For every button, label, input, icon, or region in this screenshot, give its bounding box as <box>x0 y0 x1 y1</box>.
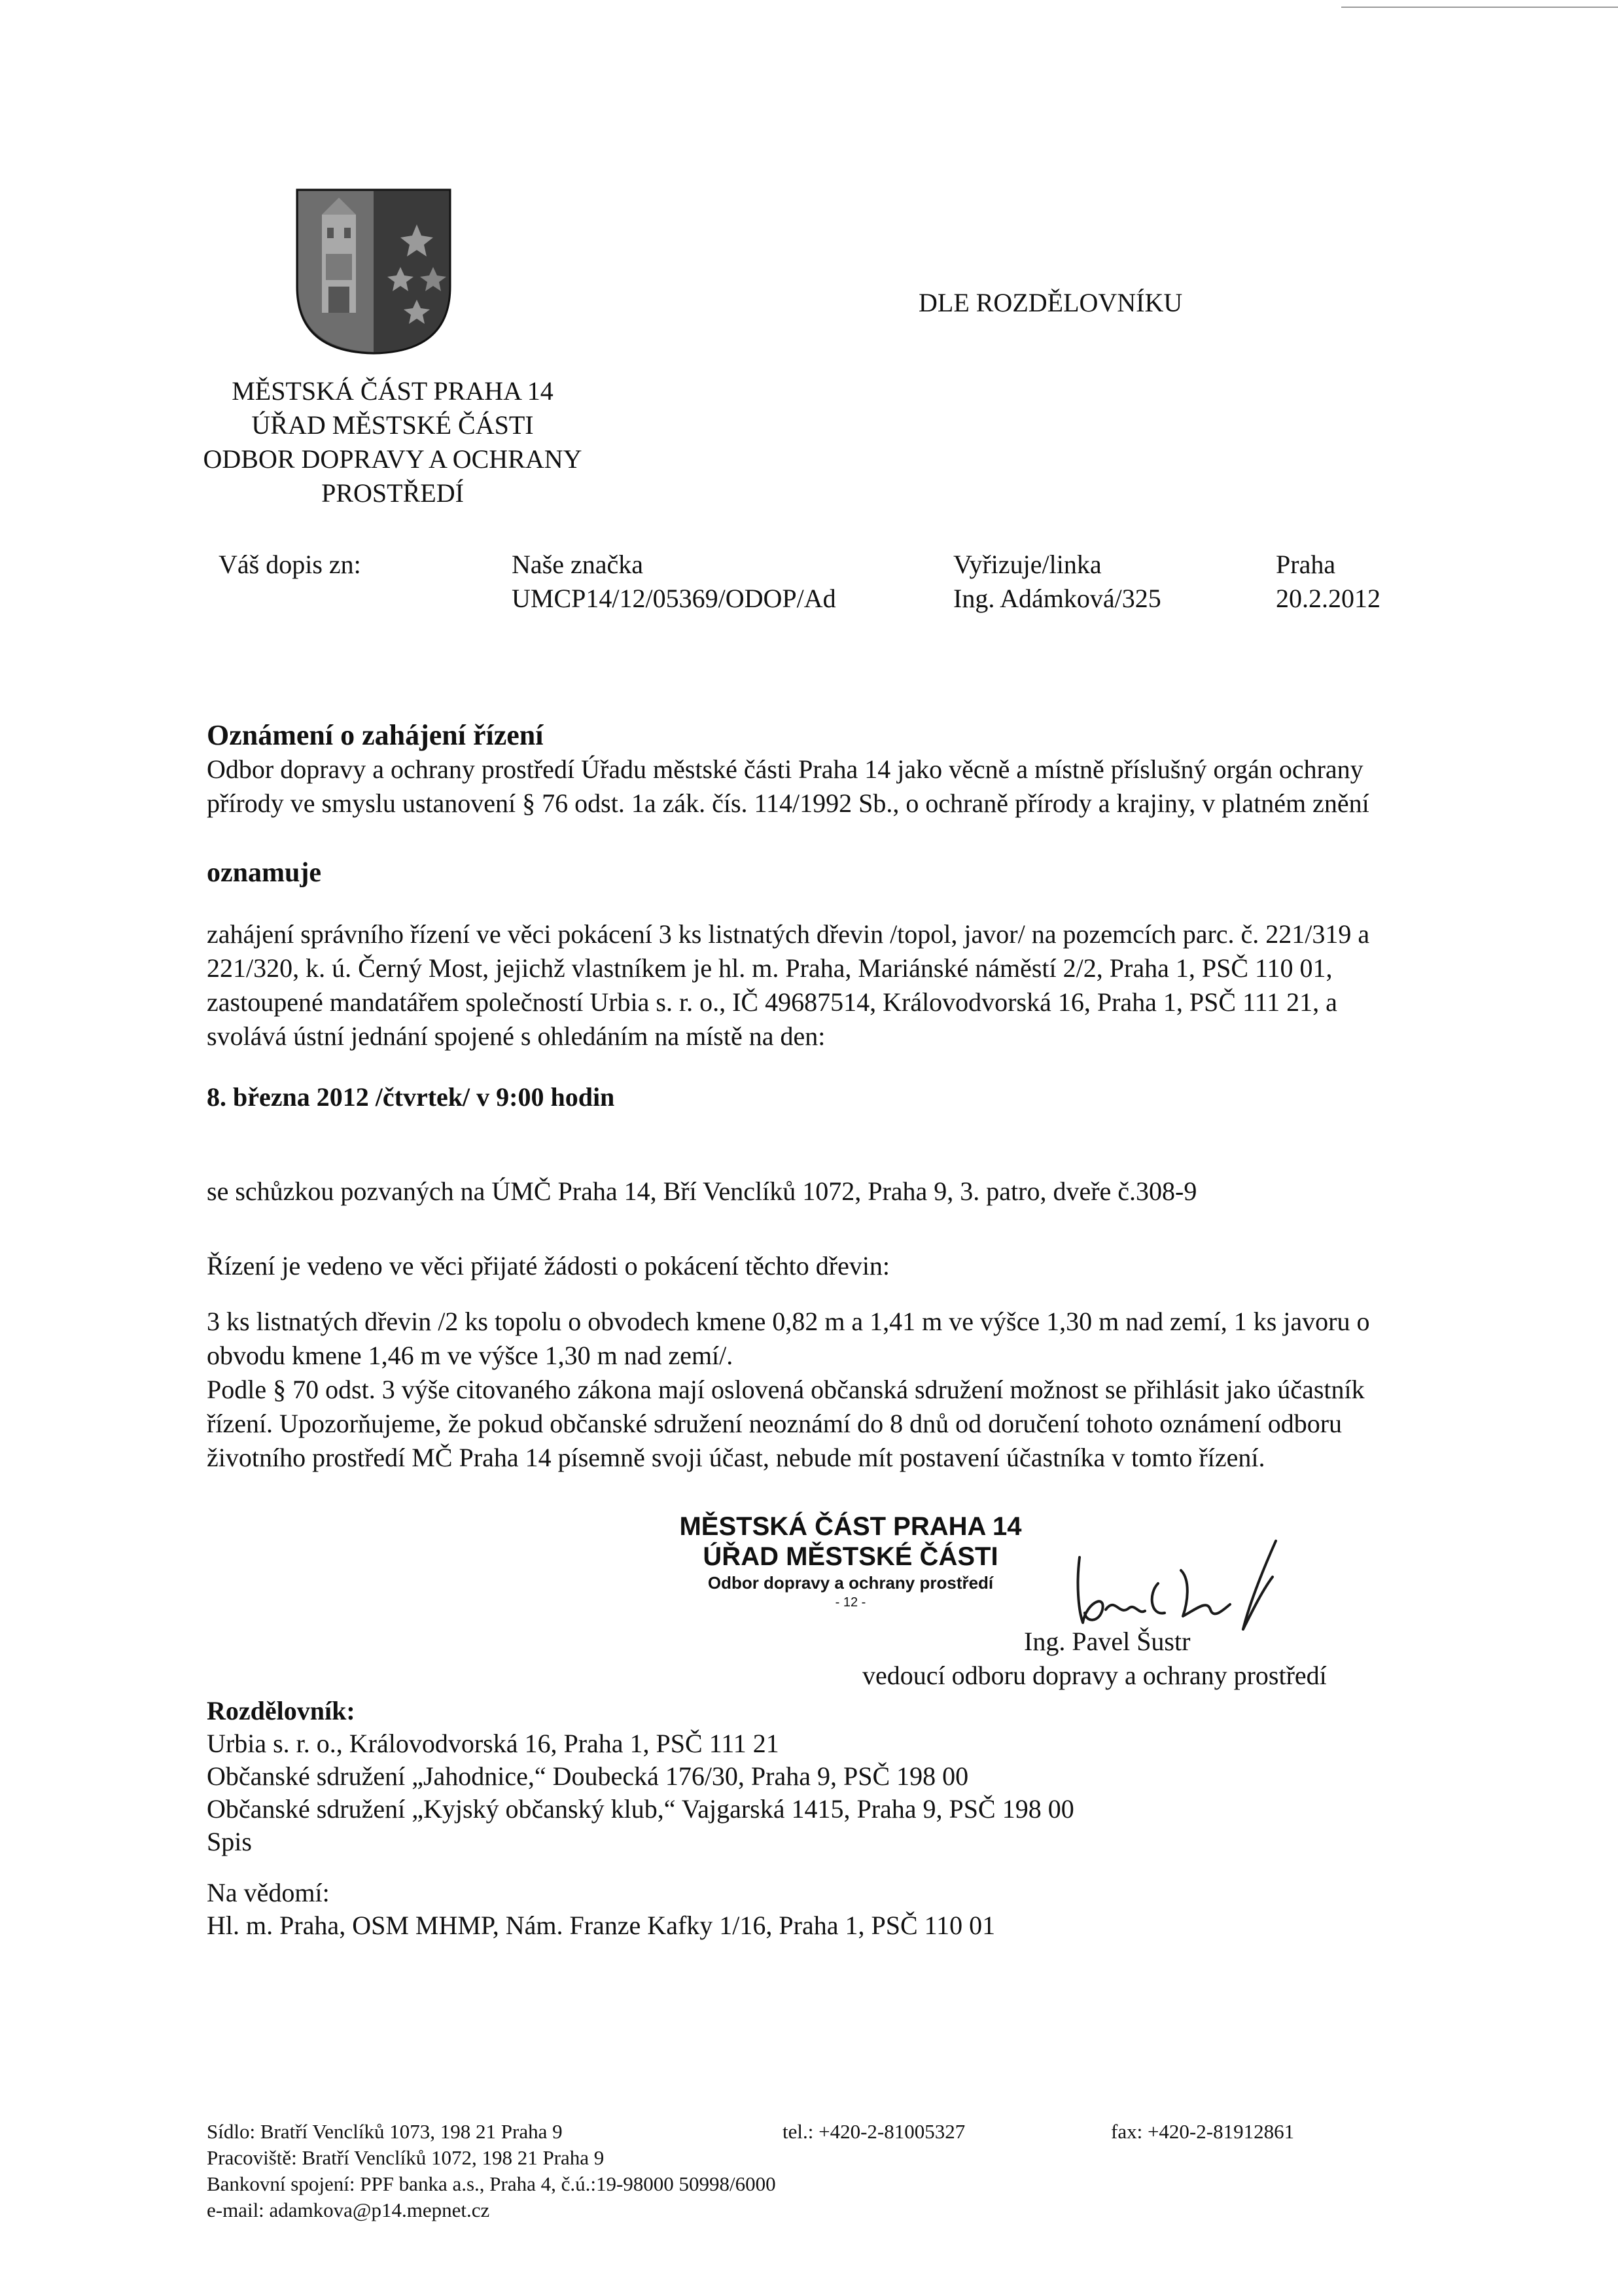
list-item: Občanské sdružení „Jahodnice,“ Doubecká 176/30, Praha 9, PSČ 198 00 <box>207 1761 969 1791</box>
notice-heading: Oznámení o zahájení řízení <box>207 719 544 751</box>
trees-paragraph <box>207 1305 1447 1475</box>
sender-line-4: PROSTŘEDÍ <box>321 478 464 508</box>
distribution-list <box>207 1727 1074 1858</box>
request-line: Řízení je vedeno ve věci přijaté žádosti o pokácení těchto dřevin: <box>207 1251 890 1280</box>
meeting-date: 8. března 2012 /čtvrtek/ v 9:00 hodin <box>207 1082 615 1112</box>
sender-line-1: MĚSTSKÁ ČÁST PRAHA 14 <box>232 376 554 406</box>
body-line-1: zahájení správního řízení ve věci pokácení 3 ks listnatých dřevin /topol, javor/ na pozemcích parc. č. 221/319 a <box>207 919 1370 949</box>
stamp-line-2: ÚŘAD MĚSTSKÉ ČÁSTI <box>703 1542 998 1571</box>
sender-line-3: ODBOR DOPRAVY A OCHRANY <box>203 444 582 474</box>
top-rule <box>1341 7 1618 8</box>
place-label: Praha <box>1276 550 1336 579</box>
cc-heading: Na vědomí: <box>207 1878 330 1907</box>
trees-line-1: 3 ks listnatých dřevin /2 ks topolu o obvodech kmene 0,82 m a 1,41 m ve výšce 1,30 m nad zemí, 1 ks javoru o <box>207 1307 1370 1336</box>
cc-item: Hl. m. Praha, OSM MHMP, Nám. Franze Kafky 1/16, Praha 1, PSČ 110 01 <box>207 1911 996 1940</box>
assoc-line-1: Podle § 70 odst. 3 výše citovaného zákona mají oslovená občanská sdružení možnost se přihlásit jako účastník <box>207 1375 1365 1404</box>
footer-fax: fax: +420-2-81912861 <box>1111 2120 1295 2143</box>
trees-line-2: obvodu kmene 1,46 m ve výšce 1,30 m nad zemí/. <box>207 1341 733 1370</box>
signatory-name: Ing. Pavel Šustr <box>1024 1627 1191 1656</box>
assoc-line-2: řízení. Upozorňujeme, že pokud občanské sdružení neoznámí do 8 dnů od doručení tohoto oznámení odboru <box>207 1409 1343 1438</box>
footer-phone: tel.: +420-2-81005327 <box>783 2120 966 2143</box>
sender-block <box>164 374 622 510</box>
signatory-title: vedoucí odboru dopravy a ochrany prostředí <box>862 1661 1327 1690</box>
handwritten-signature <box>1066 1531 1289 1636</box>
stamp-line-4: - 12 - <box>835 1595 866 1610</box>
footer-workplace: Pracoviště: Bratří Venclíků 1072, 198 21 Praha 9 <box>207 2146 605 2169</box>
distribution-heading: Rozdělovník: <box>207 1696 355 1725</box>
coat-of-arms-emblem <box>296 188 451 355</box>
office-stamp <box>667 1511 1034 1611</box>
list-item: Urbia s. r. o., Královodvorská 16, Praha 1, PSČ 111 21 <box>207 1729 779 1758</box>
list-item: Spis <box>207 1827 252 1856</box>
meeting-place: se schůzkou pozvaných na ÚMČ Praha 14, Bří Venclíků 1072, Praha 9, 3. patro, dveře č.308-9 <box>207 1176 1197 1206</box>
handled-by-label: Vyřizuje/linka <box>953 550 1102 579</box>
list-item: Občanské sdružení „Kyjský občanský klub,“ Vajgarská 1415, Praha 9, PSČ 198 00 <box>207 1794 1074 1824</box>
body-line-2: 221/320, k. ú. Černý Most, jejichž vlastníkem je hl. m. Praha, Mariánské náměstí 2/2, Praha 1, PSČ 110 01, <box>207 953 1333 983</box>
footer-bank: Bankovní spojení: PPF banka a.s., Praha 4, č.ú.:19-98000 50998/6000 <box>207 2172 776 2195</box>
footer-email: e-mail: adamkova@p14.mepnet.cz <box>207 2199 490 2221</box>
our-ref-label: Naše značka <box>512 550 643 579</box>
footer-seat: Sídlo: Bratří Venclíků 1073, 198 21 Praha 9 <box>207 2120 563 2143</box>
stamp-line-1: MĚSTSKÁ ČÁST PRAHA 14 <box>679 1512 1022 1541</box>
body-paragraph <box>207 917 1447 1053</box>
date-value: 20.2.2012 <box>1276 584 1381 613</box>
stamp-line-3: Odbor dopravy a ochrany prostředí <box>707 1573 994 1593</box>
handled-by-value: Ing. Adámková/325 <box>953 584 1161 613</box>
assoc-line-3: životního prostředí MČ Praha 14 písemně svoji účast, nebude mít postavení účastníka v tomto řízení. <box>207 1443 1265 1472</box>
body-line-3: zastoupené mandatářem společností Urbia s. r. o., IČ 49687514, Královodvorská 16, Praha 1, PSČ 111 21, a <box>207 987 1337 1017</box>
your-letter-label: Váš dopis zn: <box>219 550 361 579</box>
recipient-line: DLE ROZDĚLOVNÍKU <box>919 288 1183 317</box>
sender-line-2: ÚŘAD MĚSTSKÉ ČÁSTI <box>251 410 534 440</box>
intro-line-2: přírody ve smyslu ustanovení § 76 odst. 1a zák. čís. 114/1992 Sb., o ochraně přírody a krajiny, v platném znění <box>207 788 1369 818</box>
body-line-4: svolává ústní jednání spojené s ohledáním na místě na den: <box>207 1021 826 1051</box>
our-ref-value: UMCP14/12/05369/ODOP/Ad <box>512 584 836 613</box>
intro-paragraph <box>207 752 1447 821</box>
announce-word: oznamuje <box>207 858 321 888</box>
intro-line-1: Odbor dopravy a ochrany prostředí Úřadu městské části Praha 14 jako věcně a místně příslušný orgán ochrany <box>207 754 1363 784</box>
